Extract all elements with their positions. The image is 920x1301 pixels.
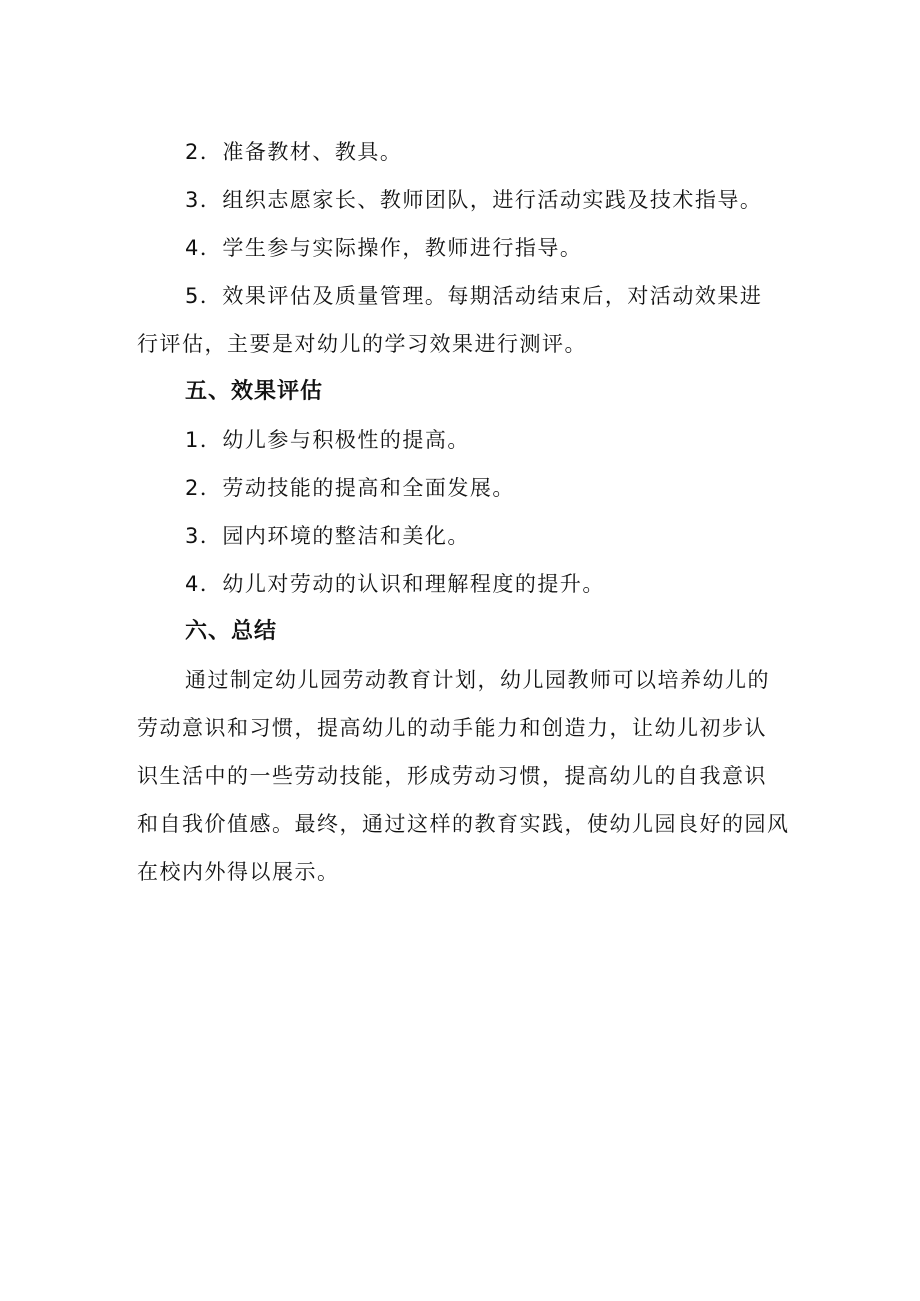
list-item: 3．园内环境的整洁和美化。	[185, 524, 470, 548]
summary-line: 和自我价值感。最终，通过这样的教育实践，使幼儿园良好的园风	[137, 812, 790, 836]
summary-line: 劳动意识和习惯，提高幼儿的动手能力和创造力，让幼儿初步认	[137, 716, 767, 740]
section-heading-evaluation: 五、效果评估	[185, 379, 324, 404]
summary-line: 通过制定幼儿园劳动教育计划，幼儿园教师可以培养幼儿的	[185, 668, 770, 692]
summary-line: 识生活中的一些劳动技能，形成劳动习惯，提高幼儿的自我意识	[137, 764, 767, 788]
list-item: 2．劳动技能的提高和全面发展。	[185, 476, 515, 500]
list-item: 4．幼儿对劳动的认识和理解程度的提升。	[185, 572, 605, 596]
list-item: 4．学生参与实际操作，教师进行指导。	[185, 236, 583, 260]
summary-line: 在校内外得以展示。	[137, 860, 340, 884]
list-item: 1．幼儿参与积极性的提高。	[185, 428, 470, 452]
list-item: 2．准备教材、教具。	[185, 140, 403, 164]
list-item: 3．组织志愿家长、教师团队，进行活动实践及技术指导。	[185, 188, 763, 212]
document-body	[137, 128, 791, 896]
list-item-5-line-2: 行评估，主要是对幼儿的学习效果进行测评。	[137, 332, 587, 356]
list-item-5-line-1: 5．效果评估及质量管理。每期活动结束后，对活动效果进	[185, 284, 763, 308]
section-heading-summary: 六、总结	[185, 619, 278, 644]
